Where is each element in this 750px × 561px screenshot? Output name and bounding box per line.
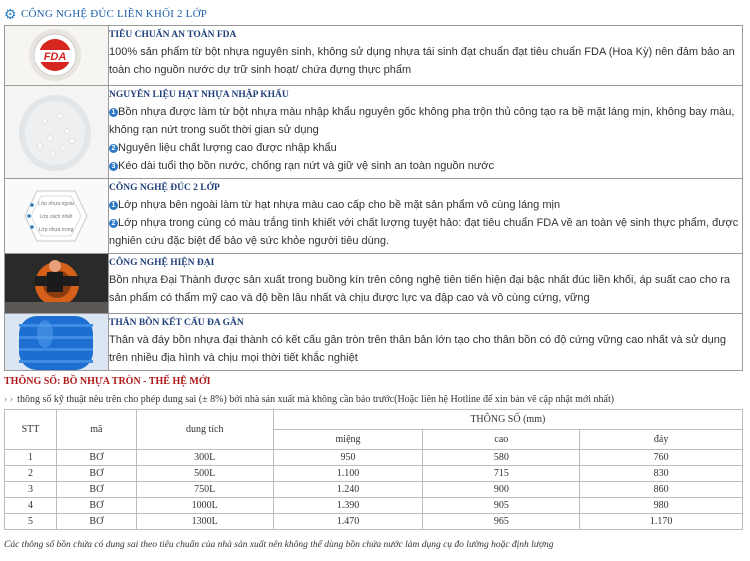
specs-title: THÔNG SỐ: BỒ NHỰA TRÒN - THẾ HỆ MỚI (4, 376, 211, 387)
table-row (5, 482, 743, 498)
section-header (4, 6, 207, 22)
feature-title-modern: CÔNG NGHỆ HIỆN ĐẠI (109, 258, 215, 268)
feature-line: 2 Lớp nhựa trong cùng có màu trắng tinh khiết với chất lượng tuyệt hảo: đạt tiêu chuẩn FDA về an toàn vệ sinh thực phẩm, được nghiên cứu đặc biệt để bảo vệ sức khỏe người tiêu dùng. (109, 217, 739, 247)
cell-day: 980 (580, 498, 743, 514)
cell-dungtich: 750L (136, 482, 273, 498)
feature-text: Thân và đáy bồn nhựa đại thành có kết cấu gân tròn trên thân bản lớn tạo cho thân bồn có độ cứng vững cao nhất và sử dụng trên nhiều địa hình và chịu mọi thời tiết khắc nghiệt (109, 334, 727, 364)
number-1-icon: 1 (109, 201, 118, 210)
feature-row-modern (5, 254, 743, 314)
cell-stt: 1 (5, 450, 57, 466)
col-header-cao: cao (423, 430, 580, 450)
fda-logo-image (5, 26, 108, 85)
number-1-icon: 1 (109, 108, 118, 117)
table-row (5, 498, 743, 514)
table-row (5, 450, 743, 466)
cell-cao: 965 (423, 514, 580, 530)
features-table (4, 25, 743, 371)
cell-mieng: 950 (273, 450, 423, 466)
col-header-day: đáy (580, 430, 743, 450)
cell-cao: 580 (423, 450, 580, 466)
feature-line: 1 Lớp nhựa bên ngoài làm từ hạt nhựa màu cao cấp cho bề mặt sản phẩm vô cùng láng mịn (109, 196, 742, 214)
cell-stt: 4 (5, 498, 57, 514)
chevron-right-icon: › › (4, 394, 14, 405)
two-layer-diagram-icon (5, 179, 108, 253)
blue-tank-image (5, 314, 108, 370)
cell-day: 830 (580, 466, 743, 482)
cell-dungtich: 1300L (136, 514, 273, 530)
cell-dungtich: 300L (136, 450, 273, 466)
feature-row-ribbed-body (5, 314, 743, 371)
specs-note: › › thông số kỹ thuật nêu trên cho phép dung sai (± 8%) bởi nhà sản xuất mà không cần báo trước(Hoặc liên hệ Hotline để xin bản vẽ cập nhật mới nhất) (4, 394, 615, 405)
plastic-granules-icon (5, 86, 108, 178)
cell-mieng: 1.100 (273, 466, 423, 482)
worker-machine-image (5, 254, 108, 313)
feature-line: 3 Kéo dài tuổi thọ bồn nước, chống rạn nứt và giữ vệ sinh an toàn nguồn nước (109, 157, 742, 175)
table-row (5, 466, 743, 482)
specs-header-row (5, 410, 743, 430)
cell-stt: 2 (5, 466, 57, 482)
number-3-icon: 3 (109, 162, 118, 171)
cell-cao: 905 (423, 498, 580, 514)
footer-note: Các thông số bồn chứa có dung sai theo tiêu chuẩn của nhà sản xuất nên không thể dùng bồn chứa nước làm dụng cụ đo lường hoặc định lượng (4, 540, 554, 550)
feature-title-two-layer: CÔNG NGHỆ ĐÚC 2 LỚP (109, 183, 220, 193)
feature-row-fda (5, 26, 743, 86)
fda-logo-text: FDA (43, 51, 67, 63)
plastic-granules-image (5, 86, 108, 178)
cell-stt: 3 (5, 482, 57, 498)
cell-mieng: 1.240 (273, 482, 423, 498)
col-header-stt: STT (5, 410, 57, 450)
feature-text: Bồn nhựa Đại Thành được sản xuất trong buồng kín trên công nghệ tiên tiến hiện đại bậc nhất đúc liền khối, áp suất cao cho ra sản phẩm có thẩm mỹ cao và độ bền lâu nhất và chịu được lực va đập cao và vô cùng cứng, vững (109, 274, 731, 304)
cell-ma: BƠ (56, 514, 136, 530)
worker-machine-icon (5, 254, 108, 313)
cell-day: 760 (580, 450, 743, 466)
fda-logo-icon (5, 26, 108, 85)
table-row (5, 514, 743, 530)
cell-stt: 5 (5, 514, 57, 530)
number-2-icon: 2 (109, 144, 118, 153)
feature-title-ribbed: THÂN BỒN KẾT CẤU ĐA GÂN (109, 318, 244, 328)
feature-title-material: NGUYÊN LIỆU HẠT NHỰA NHẬP KHẨU (109, 90, 289, 100)
gear-icon: ⚙ (4, 6, 17, 22)
col-header-mieng: miệng (273, 430, 423, 450)
two-layer-diagram-image (5, 179, 108, 253)
feature-row-two-layer (5, 179, 743, 254)
feature-line: 1 Bồn nhựa được làm từ bột nhựa màu nhập khẩu nguyên gốc không pha trộn thủ công tạo ra bề mặt láng mịn, không bay màu, không rạn nứt trong suốt thời gian sử dụng (109, 106, 735, 136)
cell-day: 860 (580, 482, 743, 498)
cell-ma: BƠ (56, 450, 136, 466)
cell-dungtich: 500L (136, 466, 273, 482)
cell-cao: 715 (423, 466, 580, 482)
cell-dungtich: 1000L (136, 498, 273, 514)
col-header-ma: mã (56, 410, 136, 450)
col-header-group: THÔNG SỐ (mm) (273, 410, 742, 430)
cell-mieng: 1.390 (273, 498, 423, 514)
cell-ma: BƠ (56, 466, 136, 482)
diagram-label: Lớp nhựa ngoài (38, 201, 74, 207)
cell-day: 1.170 (580, 514, 743, 530)
cell-ma: BƠ (56, 498, 136, 514)
number-2-icon: 2 (109, 219, 118, 228)
feature-line: 2 Nguyên liệu chất lượng cao được nhập khẩu (109, 139, 742, 157)
feature-title-fda: TIÊU CHUẨN AN TOÀN FDA (109, 30, 237, 40)
col-header-dungtich: dung tích (136, 410, 273, 450)
diagram-label: Lớp cách nhiệt (39, 214, 73, 220)
blue-tank-icon (5, 314, 108, 370)
feature-row-material (5, 86, 743, 179)
section-title: CÔNG NGHỆ ĐÚC LIỀN KHỐI 2 LỚP (21, 8, 208, 20)
cell-ma: BƠ (56, 482, 136, 498)
cell-cao: 900 (423, 482, 580, 498)
diagram-label: Lớp nhựa trong (38, 227, 74, 233)
feature-text: 100% sản phẩm từ bột nhựa nguyên sinh, không sử dụng nhựa tái sinh đạt chuẩn đạt tiêu chuẩn FDA (Hoa Kỳ) nên đảm bảo an toàn cho nguồn nước dự trữ sinh hoạt/ chứa đựng thực phẩm (109, 46, 735, 76)
specs-table (4, 409, 743, 530)
cell-mieng: 1.470 (273, 514, 423, 530)
